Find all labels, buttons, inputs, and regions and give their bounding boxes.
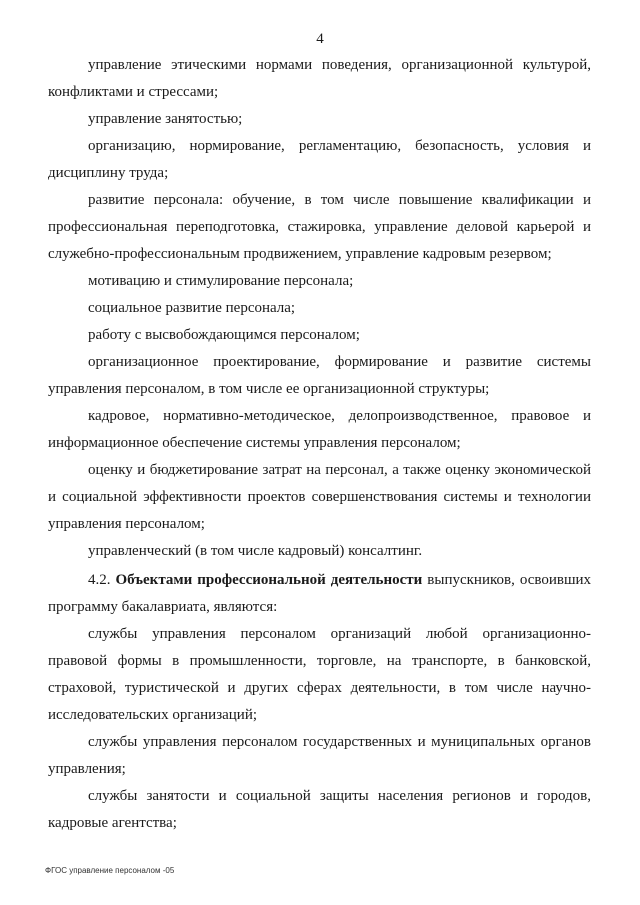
document-body bbox=[48, 52, 591, 837]
list-item: организацию, нормирование, регламентацию, безопасность, условия и дисциплину труда; bbox=[48, 138, 591, 181]
list-item: кадровое, нормативно-методическое, делопроизводственное, правовое и информационное обеспечение системы управления персоналом; bbox=[48, 408, 591, 451]
footer-text: ФГОС управление персоналом -05 bbox=[45, 866, 175, 875]
section-number: 4.2. bbox=[88, 572, 111, 588]
list-item: мотивацию и стимулирование персонала; bbox=[88, 273, 354, 289]
page-number: 4 bbox=[316, 31, 324, 47]
list-item: организационное проектирование, формирование и развитие системы управления персоналом, в том числе ее организационной структуры; bbox=[48, 354, 591, 397]
list-item: развитие персонала: обучение, в том числе повышение квалификации и профессиональная переподготовка, стажировка, управление деловой карьерой и служебно-профессиональным продвижением, управление кадровым резервом; bbox=[48, 192, 591, 262]
section-paragraph bbox=[48, 567, 591, 621]
list-item: управление занятостью; bbox=[88, 111, 243, 127]
list-item: социальное развитие персонала; bbox=[88, 300, 296, 316]
list-item: службы занятости и социальной защиты населения регионов и городов, кадровые агентства; bbox=[48, 788, 591, 831]
list-item: службы управления персоналом государственных и муниципальных органов управления; bbox=[48, 734, 591, 777]
list-item: оценку и бюджетирование затрат на персонал, а также оценку экономической и социальной эффективности проектов совершенствования системы и технологии управления персоналом; bbox=[48, 462, 591, 532]
list-item: управление этическими нормами поведения, организационной культурой, конфликтами и стрессами; bbox=[48, 57, 591, 100]
list-item: работу с высвобождающимся персоналом; bbox=[88, 327, 360, 343]
section-text: выпускников, освоивших программу бакалавриата, являются: bbox=[48, 572, 592, 615]
list-item: управленческий (в том числе кадровый) консалтинг. bbox=[88, 543, 423, 559]
list-item: службы управления персоналом организаций любой организационно-правовой формы в промышленности, торговле, на транспорте, в банковской, страховой, туристической и других сферах деятельности, в том числе научно-исследовательских организаций; bbox=[48, 626, 591, 723]
section-heading: Объектами профессиональной деятельности bbox=[115, 572, 423, 588]
